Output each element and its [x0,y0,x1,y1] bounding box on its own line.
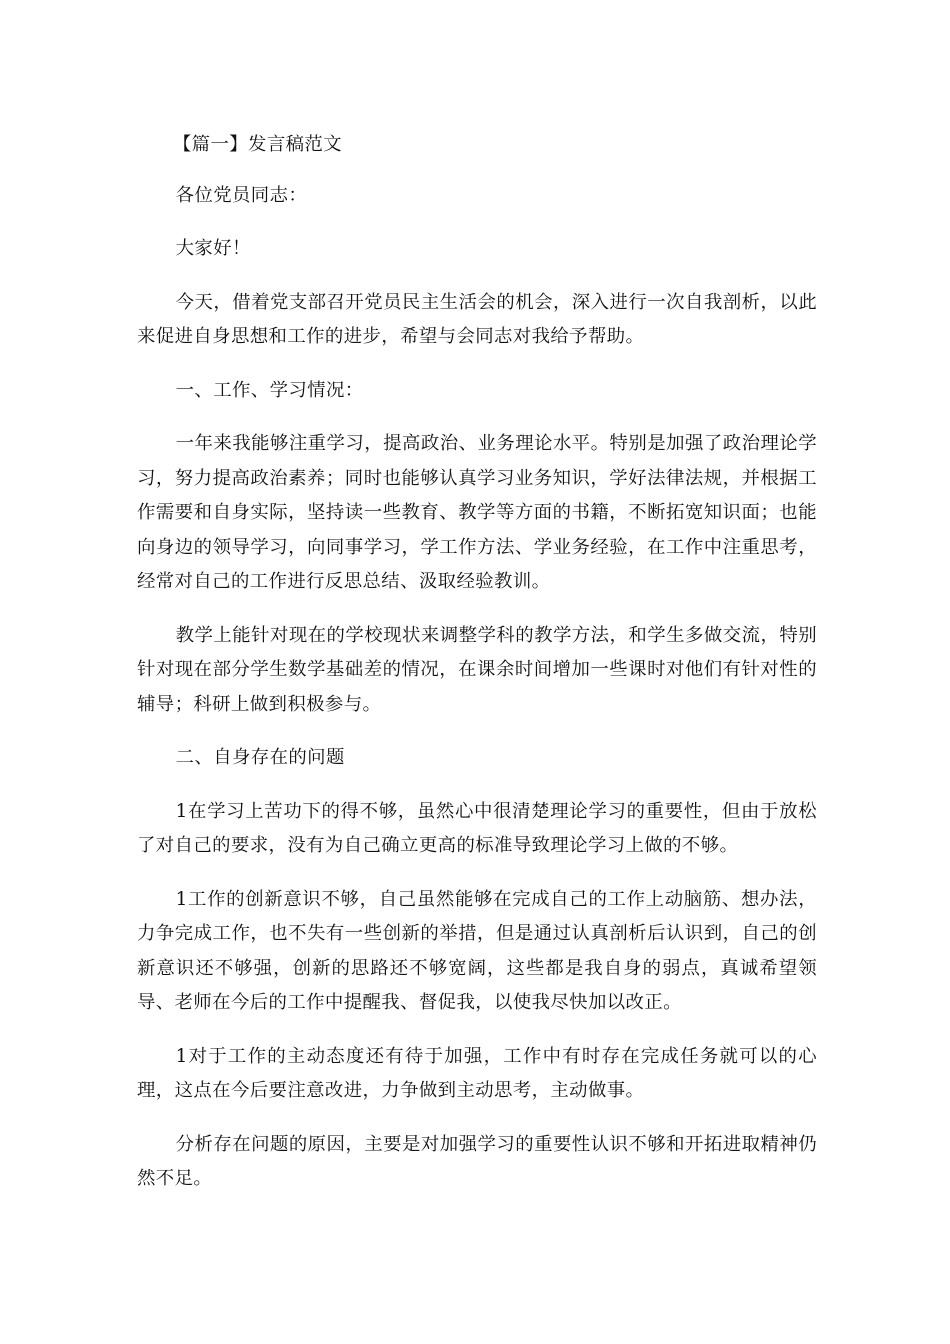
paragraph-cause-analysis: 分析存在问题的原因，主要是对加强学习的重要性认识不够和开拓进取精神仍然不足。 [137,1133,817,1189]
paragraph-study: 一年来我能够注重学习，提高政治、业务理论水平。特别是加强了政治理论学习，努力提高政治素养；同时也能够认真学习业务知识，学好法律法规，并根据工作需要和自身实际，坚持读一些教育、教学等方面的书籍，不断拓宽知识面；也能向身边的领导学习，向同事学习，学工作方法、学业务经验，在工作中注重思考，经常对自己的工作进行反思总结、汲取经验教训。 [137,433,817,592]
problem-item-study: 1在学习上苦功下的得不够，虽然心中很清楚理论学习的重要性，但由于放松了对自己的要求，没有为自己确立更高的标准导致理论学习上做的不够。 [137,800,817,856]
problem-item-initiative: 1对于工作的主动态度还有待于加强，工作中有时存在完成任务就可以的心理，这点在今后要注意改进，力争做到主动思考，主动做事。 [137,1045,817,1101]
problem-item-innovation: 1工作的创新意识不够，自己虽然能够在完成自己的工作上动脑筋、想办法，力争完成工作，也不失有一些创新的举措，但是通过认真剖析后认识到，自己的创新意识还不够强，创新的思路还不够宽阔，这些都是我自身的弱点，真诚希望领导、老师在今后的工作中提醒我、督促我，以使我尽快加以改正。 [137,888,817,1013]
salutation: 各位党员同志： [175,184,308,206]
intro-paragraph: 今天，借着党支部召开党员民主生活会的机会，深入进行一次自我剖析，以此来促进自身思想和工作的进步，希望与会同志对我给予帮助。 [137,291,817,347]
greeting: 大家好！ [175,238,251,259]
document-body [137,128,817,1216]
document-title: 【篇一】发言稿范文 [172,134,342,155]
paragraph-teaching: 教学上能针对现在的学校现状来调整学科的教学方法，和学生多做交流，特别针对现在部分学生数学基础差的情况，在课余时间增加一些课时对他们有针对性的辅导；科研上做到积极参与。 [137,624,817,715]
section-heading-problems: 二、自身存在的问题 [175,747,345,768]
section-heading-work-study: 一、工作、学习情况： [175,379,364,401]
